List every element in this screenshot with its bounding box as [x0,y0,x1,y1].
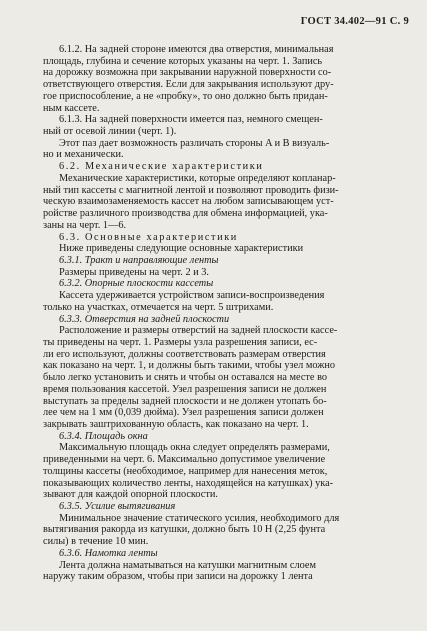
text-line: ройстве различного производства для обмена информацией, ука- [43,208,328,220]
text-line: зывают для каждой опорной плоскости. [43,489,218,501]
text-line: лее чем на 1 мм (0,039 дюйма). Узел разрешения записи должен [43,407,324,419]
text-line: Максимальную площадь окна следует определять размерами, [59,442,330,454]
text-line: закрывать заштрихованную область, как показано на черт. 1. [43,419,309,430]
text-line: только на участках, отмечается на черт. 5 штрихами. [43,301,274,313]
text-line: площадь, глубина и сечение которых указаны на черт. 1. Запись [43,55,323,67]
page-header: ГОСТ 34.402—91 С. 9 [300,16,409,27]
text-line: 6.3.4. Площадь окна [59,430,148,442]
text-line: время пользования кассетой. Узел разрешения записи не должен [43,383,327,395]
text-line: заны на черт. 1—6. [43,219,127,231]
text-line: толщины кассеты (необходимое, например для нанесения меток, [43,465,328,477]
text-line: 6.2. Механические характеристики [59,161,264,173]
page-body [43,44,409,583]
text-line: Лента должна наматываться на катушки магнитным слоем [59,559,316,571]
text-line: наружу таким образом, чтобы при записи на дорожку 1 лента [43,571,313,583]
text-line: 6.3.6. Намотка ленты [59,547,158,559]
text-line: 6.3. Основные характеристики [59,231,238,243]
text-line: 6.3.5. Усилие вытягивания [59,501,176,513]
text-line: 6.3.3. Отверстия на задней плоскости [59,313,230,325]
text-line: ческую взаимозаменяемость кассет на любом записывающем уст- [43,196,334,208]
text-line: ным кассете. [43,102,100,114]
text-line: приведенными на черт. 6. Максимально допустимое увеличение [43,454,326,466]
text-line: Минимальное значение статического усилия, необходимого для [59,512,340,524]
text-line: Расположение и размеры отверстий на задней плоскости кассе- [59,325,338,337]
text-line: выступать за пределы задней плоскости и не должен утопать бо- [43,395,327,407]
text-line: 6.1.3. На задней поверхности имеется паз, немного смещен- [59,114,323,126]
text-line: Кассета удерживается устройством записи-воспроизведения [59,290,325,302]
text-line: ный тип кассеты с магнитной лентой и позволяют проводить физи- [43,184,339,196]
text-line: ли его используют, должны соответствовать размерам отверстия [43,348,326,360]
text-line: гое приспособление, а не «пробку», то оно должно быть придан- [43,90,328,102]
text-line: ты приведены на черт. 1. Размеры узла разрешения записи, ес- [43,336,318,348]
text-line: на дорожку возможна при закрывании наружной поверхности со- [43,67,332,79]
text-line: Этот паз дает возможность различать стороны A и B визуаль- [59,137,330,149]
text-line: 6.1.2. На задней стороне имеются два отверстия, минимальная [59,44,334,55]
text-line: ный от осевой линии (черт. 1). [43,126,177,138]
text-line: как показано на черт. 1, и должны быть такими, чтобы узел можно [43,360,336,372]
text-line: показывающих количество ленты, находящейся на катушках) ука- [43,477,334,489]
text-line: 6.3.1. Тракт и направляющие ленты [59,254,219,266]
text-line: но и механически. [43,149,124,161]
text-line: ответствующего отверстия. Если для закрывания используют дру- [43,79,334,91]
text-line: Ниже приведены следующие основные характеристики [59,243,304,255]
text-line: 6.3.2. Опорные плоскости кассеты [59,278,214,290]
text-line: силы) в течение 10 мин. [43,536,149,548]
text-line: вытягивания ракорда из катушки, должно быть 10 Н (2,25 фунта [43,524,326,536]
text-line: Размеры приведены на черт. 2 и 3. [59,266,209,278]
text-line: Механические характеристики, которые определяют копланар- [59,172,336,184]
text-line: было легко установить и снять и чтобы он оставался на месте во [43,372,328,384]
